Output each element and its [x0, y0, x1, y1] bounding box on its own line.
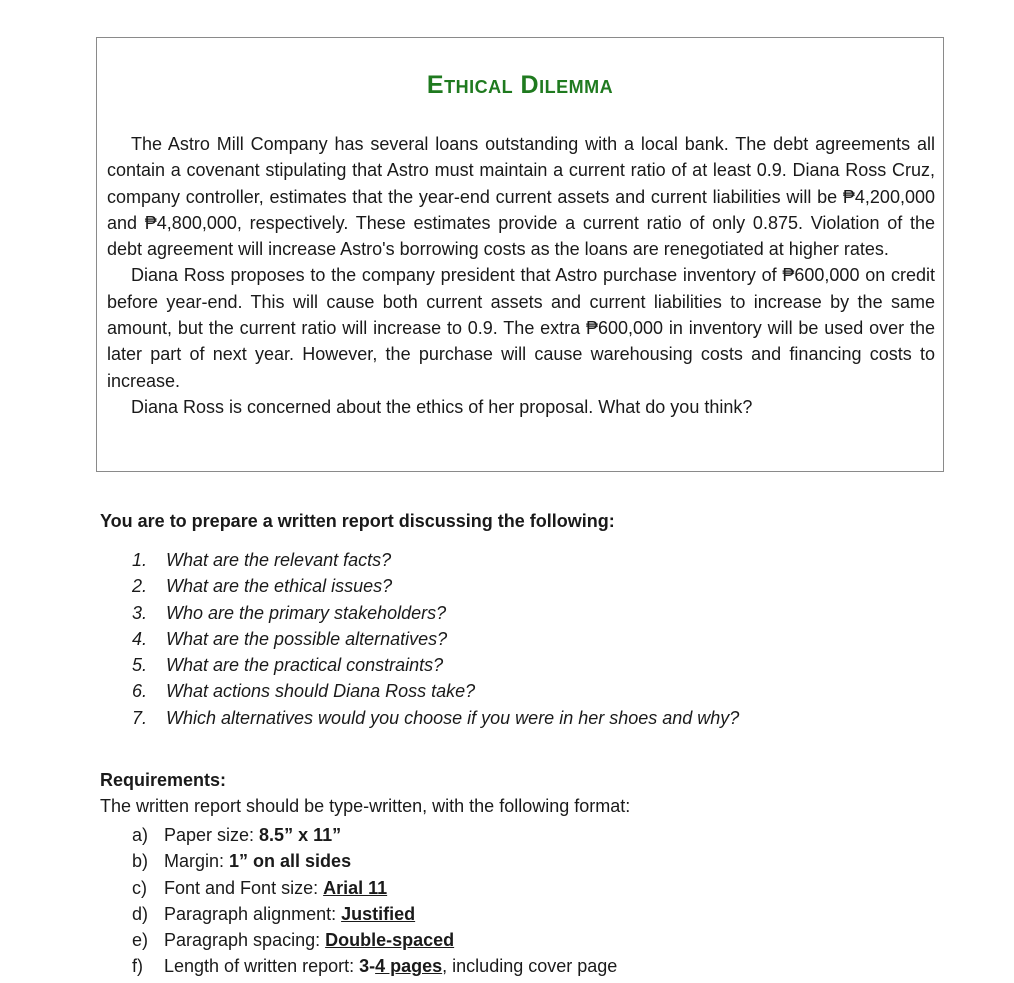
requirement-item [132, 901, 617, 927]
requirements-heading: Requirements: [100, 770, 227, 790]
requirement-item [132, 848, 617, 874]
question-list [132, 547, 739, 731]
requirement-label: Paper size: [164, 825, 260, 845]
requirement-item [132, 875, 617, 901]
question-item [132, 547, 739, 573]
requirement-letter: a) [132, 825, 149, 845]
question-text: What actions should Diana Ross take? [166, 681, 476, 702]
question-number: 7. [132, 707, 148, 728]
requirement-letter: d) [132, 903, 149, 924]
requirement-letter: e) [132, 930, 149, 951]
question-item [132, 573, 739, 599]
requirement-letter: f) [132, 956, 143, 977]
requirement-value: Arial 11 [323, 877, 388, 898]
requirement-value: 4 pages [375, 956, 443, 977]
question-number: 1. [132, 550, 148, 570]
question-item [132, 652, 739, 678]
requirement-label: Paragraph spacing: [164, 930, 326, 951]
requirement-letter: b) [132, 851, 149, 872]
requirement-value: 8.5” x 11” [259, 825, 342, 845]
requirement-value: Double-spaced [325, 930, 455, 951]
question-number: 2. [132, 576, 148, 597]
requirement-item [132, 927, 617, 953]
question-number: 3. [132, 602, 148, 623]
requirement-label: Paragraph alignment: [164, 903, 342, 924]
requirement-value: Justified [341, 903, 416, 924]
question-text: What are the practical constraints? [166, 655, 444, 676]
question-item [132, 678, 739, 704]
question-text: What are the ethical issues? [166, 576, 393, 597]
case-box [96, 37, 944, 472]
question-item [132, 705, 739, 731]
question-number: 5. [132, 655, 148, 676]
question-item [132, 626, 739, 652]
case-paragraph: Diana Ross proposes to the company president that Astro purchase inventory of ₱600,000 on credit before year-end. This will cause both current assets and current liabilities to increase by the same amount, but the current ratio will increase to 0.9. The extra ₱600,000 in inventory will be used over the later part of next year. However, the purchase will cause warehousing costs and financing costs to increase. [107, 265, 935, 391]
requirement-item [132, 822, 617, 848]
requirement-item [132, 953, 617, 979]
task-heading: You are to prepare a written report discussing the following: [100, 511, 615, 531]
case-title: Ethical Dilemma [426, 71, 614, 99]
question-text: Who are the primary stakeholders? [166, 602, 447, 623]
requirement-suffix: , including cover page [442, 956, 618, 977]
question-item [132, 600, 739, 626]
requirement-letter: c) [132, 877, 147, 898]
requirement-label: Font and Font size: [164, 877, 324, 898]
question-text: Which alternatives would you choose if you were in her shoes and why? [166, 707, 740, 728]
requirements-list [132, 822, 617, 980]
case-body [107, 131, 935, 420]
question-number: 6. [132, 681, 148, 702]
requirement-label: Length of written report: [164, 956, 360, 977]
case-paragraph: The Astro Mill Company has several loans outstanding with a local bank. The debt agreements all contain a covenant stipulating that Astro must maintain a current ratio of at least 0.9. Diana Ross Cruz, company controller, estimates that the year-end current assets and current liabilities will be ₱4,200,000 and ₱4,800,000, respectively. These estimates provide a current ratio of only 0.875. Violation of the debt agreement will increase Astro's borrowing costs as the loans are renegotiated at higher rates. [107, 134, 935, 260]
question-number: 4. [132, 628, 148, 649]
requirements-intro: The written report should be type-written, with the following format: [100, 796, 631, 816]
case-paragraph: Diana Ross is concerned about the ethics of her proposal. What do you think? [131, 396, 753, 417]
question-text: What are the relevant facts? [166, 550, 392, 570]
requirement-label: Margin: [164, 851, 230, 872]
question-text: What are the possible alternatives? [166, 628, 448, 649]
requirement-value: 1” on all sides [229, 851, 352, 872]
requirement-value-prefix: 3- [359, 956, 376, 977]
